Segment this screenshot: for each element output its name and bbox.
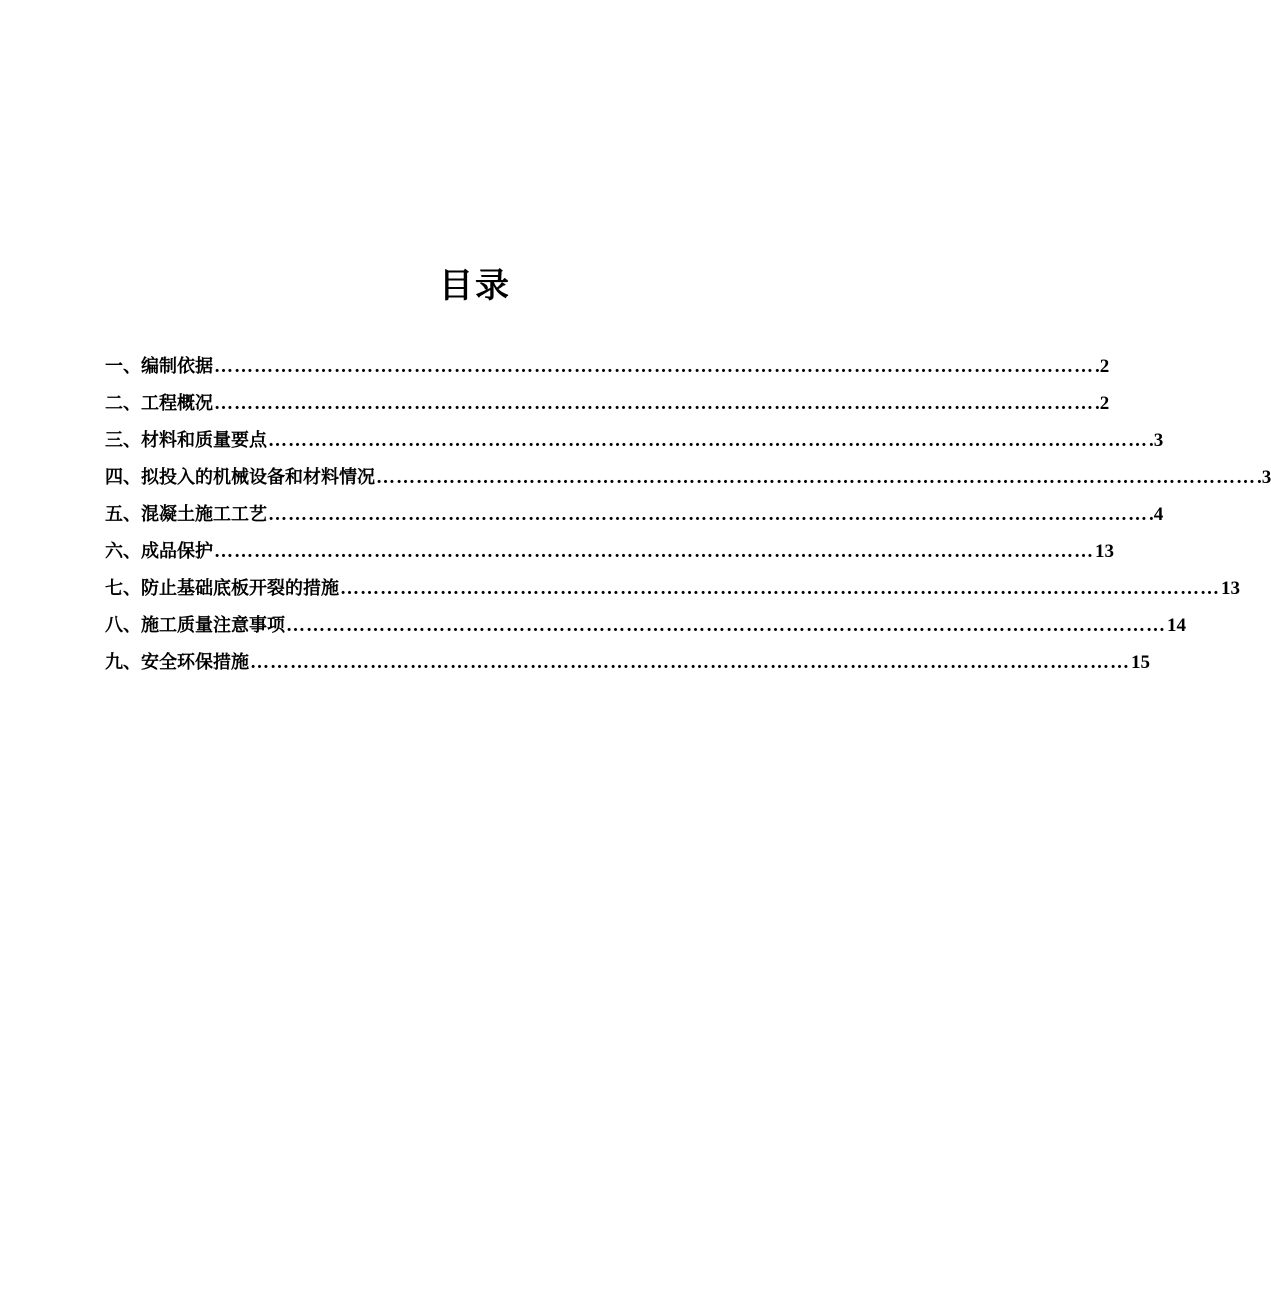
toc-entry[interactable] [105,385,1110,422]
toc-entry[interactable] [105,422,1164,459]
toc-leader-dots: …………………………………………………………………………………………………………………… [214,356,1094,377]
toc-page-number: 14 [1167,615,1186,636]
toc-leader-dots: …………………………………………………………………………………………………………………… [268,504,1148,525]
toc-entry[interactable] [105,607,1186,644]
toc-entry-label: 四、拟投入的机械设备和材料情况 [105,467,375,488]
toc-entry-label: 五、混凝土施工工艺 [105,504,267,525]
toc-entry-label: 二、工程概况 [105,393,213,414]
toc-page-number: .2 [1095,393,1110,414]
toc-entry-label: 七、防止基础底板开裂的措施 [105,578,339,599]
toc-page-number: .2 [1095,356,1110,377]
toc-entry-label: 九、安全环保措施 [105,652,249,673]
toc-leader-dots: …………………………………………………………………………………………………………………… [286,615,1166,636]
toc-entry[interactable] [105,644,1150,681]
toc-entry[interactable] [105,570,1240,607]
table-of-contents [105,348,1271,681]
toc-leader-dots: …………………………………………………………………………………………………………………… [340,578,1220,599]
toc-entry[interactable] [105,459,1271,496]
toc-page-number: .3 [1149,430,1164,451]
page-title: 目录 [439,266,511,306]
toc-page-number: 13 [1095,541,1114,562]
toc-page-number: .4 [1149,504,1164,525]
toc-leader-dots: …………………………………………………………………………………………………………………… [250,652,1130,673]
toc-leader-dots: …………………………………………………………………………………………………………………… [268,430,1148,451]
toc-leader-dots: …………………………………………………………………………………………………………………… [214,393,1094,414]
toc-entry[interactable] [105,496,1164,533]
toc-page-number: 13 [1221,578,1240,599]
toc-entry-label: 三、材料和质量要点 [105,430,267,451]
toc-entry[interactable] [105,348,1110,385]
toc-leader-dots: …………………………………………………………………………………………………………………… [214,541,1094,562]
toc-page-number: 15 [1131,652,1150,673]
toc-leader-dots: …………………………………………………………………………………………………………………… [376,467,1256,488]
toc-entry-label: 八、施工质量注意事项 [105,615,285,636]
toc-page-number: .3 [1257,467,1271,488]
toc-entry[interactable] [105,533,1114,570]
toc-entry-label: 一、编制依据 [105,356,213,377]
toc-entry-label: 六、成品保护 [105,541,213,562]
